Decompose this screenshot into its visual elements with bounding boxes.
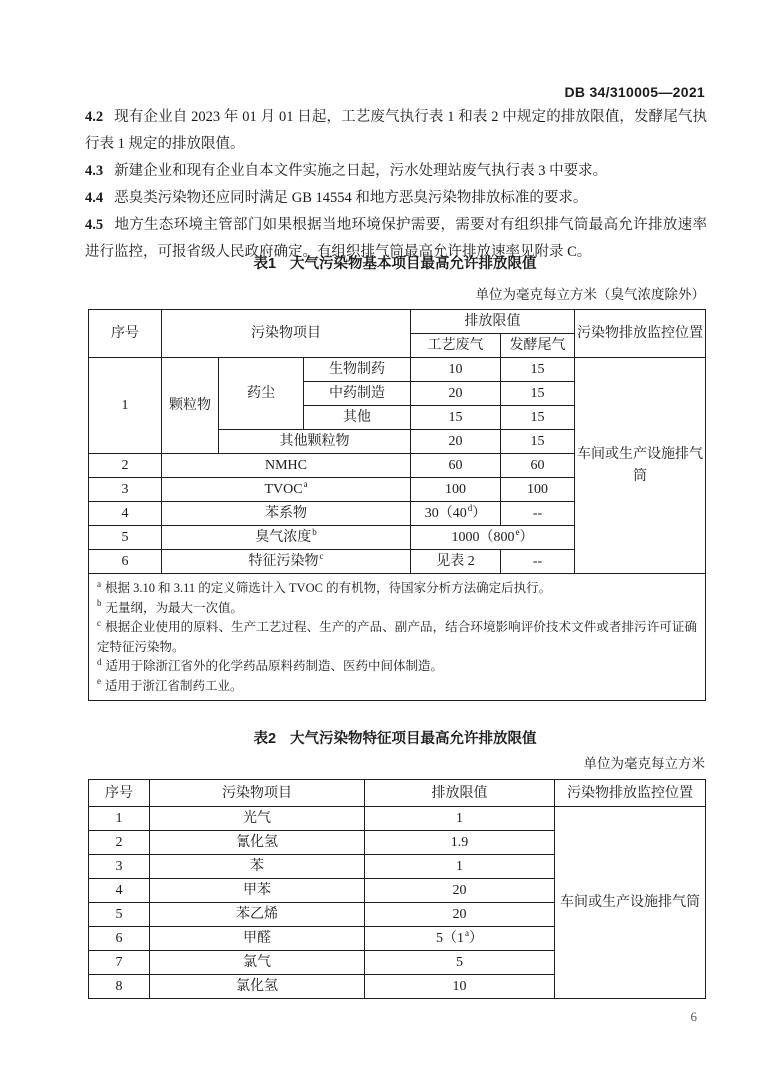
t1-ferment-value: 100 (501, 478, 575, 502)
table1-unit-note: 单位为毫克每立方米（臭气浓度除外） (475, 287, 705, 302)
footnote-marker: a (97, 578, 101, 589)
footnote-d (97, 657, 697, 677)
footnote-marker: c (97, 617, 101, 628)
table2-caption-label: 表2 (253, 731, 277, 747)
t2-monitor-value: 车间或生产设施排气筒 (555, 807, 706, 999)
t1-process-value (411, 502, 501, 526)
t1-item-text: 臭气浓度 (255, 530, 312, 545)
footnote-a (97, 579, 697, 599)
t1-ferment-value: 15 (501, 382, 575, 406)
footnote-ref-e: e (515, 527, 520, 538)
footnote-text: 根据 3.10 和 3.11 的定义筛选计入 TVOC 的有机物，待国家分析方法确定后执行。 (105, 581, 552, 595)
t2-limit-value: 20 (365, 903, 555, 927)
t1-ferment-value: 60 (501, 454, 575, 478)
t2-item: 甲苯 (150, 879, 365, 903)
t1-ferment-value: -- (501, 550, 575, 574)
t1-value-text: 1000（800 (451, 530, 515, 545)
t2-header-pollutant: 污染物项目 (150, 780, 365, 807)
t1-item-text: TVOC (264, 482, 303, 497)
table2-header-row (89, 780, 706, 807)
footnote-marker: b (97, 598, 102, 609)
t1-merged-limit-value (411, 526, 575, 550)
footnote-e (97, 677, 697, 697)
t1-ferment-value: 15 (501, 406, 575, 430)
t1-item: 其他 (304, 406, 411, 430)
footnote-b (97, 599, 697, 619)
t2-header-monitor: 污染物排放监控位置 (555, 780, 706, 807)
t2-item: 苯乙烯 (150, 903, 365, 927)
t1-ferment-value: 15 (501, 430, 575, 454)
footnote-c (97, 618, 697, 657)
footnote-ref-c: c (319, 551, 324, 562)
t1-process-value: 20 (411, 382, 501, 406)
table-row (89, 807, 706, 831)
t2-item: 氰化氢 (150, 831, 365, 855)
clause-number: 4.5 (85, 217, 104, 233)
t2-item: 氯气 (150, 951, 365, 975)
t1-seq-1: 1 (89, 358, 162, 454)
t1-item: 生物制药 (304, 358, 411, 382)
t1-item: NMHC (162, 454, 411, 478)
footnote-ref-a: a (303, 479, 308, 490)
t2-seq: 3 (89, 855, 150, 879)
table1-caption (85, 252, 705, 273)
t1-header-seq: 序号 (89, 310, 162, 358)
t2-limit-value: 5 (365, 951, 555, 975)
t1-item (162, 526, 411, 550)
t2-seq: 6 (89, 927, 150, 951)
t2-limit-value: 1.9 (365, 831, 555, 855)
clause-text: 现有企业自 2023 年 01 月 01 日起，工艺废气执行表 1 和表 2 中规定的排放限值，发酵尾气执行表 1 规定的排放限值。 (85, 109, 707, 152)
t1-header-pollutant: 污染物项目 (162, 310, 411, 358)
page-number: 6 (690, 1009, 697, 1024)
standard-code: DB 34/310005—2021 (564, 84, 705, 100)
clause-number: 4.2 (85, 109, 104, 125)
t1-process-value: 20 (411, 430, 501, 454)
t2-limit-value (365, 927, 555, 951)
t1-process-value: 见表 2 (411, 550, 501, 574)
footnote-text: 适用于浙江省制药工业。 (105, 678, 243, 693)
table2 (88, 779, 706, 999)
t2-seq: 8 (89, 975, 150, 999)
footnote-ref-b: b (312, 527, 317, 538)
t1-item (162, 550, 411, 574)
t2-item: 氯化氢 (150, 975, 365, 999)
t1-seq: 2 (89, 454, 162, 478)
t1-header-process-gas: 工艺废气 (411, 334, 501, 358)
clause-4-3 (85, 158, 707, 185)
t2-header-limit: 排放限值 (365, 780, 555, 807)
clause-4-4 (85, 185, 707, 212)
footnote-ref-d: d (467, 503, 473, 514)
t1-item-other-particulate: 其他颗粒物 (219, 430, 411, 454)
t1-item: 中药制造 (304, 382, 411, 406)
table2-unit-note: 单位为毫克每立方米 (583, 756, 705, 771)
t1-process-value: 10 (411, 358, 501, 382)
clauses-section (85, 104, 707, 266)
t1-item (162, 478, 411, 502)
t2-seq: 4 (89, 879, 150, 903)
t2-seq: 1 (89, 807, 150, 831)
clause-number: 4.3 (85, 163, 104, 179)
t1-item-text: 特征污染物 (248, 554, 319, 569)
footnote-text: 根据企业使用的原料、生产工艺过程、生产的产品、副产品，结合环境影响评价技术文件或者排污许可证确定特征污染物。 (97, 620, 697, 654)
t2-item: 苯 (150, 855, 365, 879)
clause-text: 地方生态环境主管部门如果根据当地环境保护需要，需要对有组织排气筒最高允许排放速率进行监控，可报省级人民政府确定。有组织排气筒最高允许排放速率见附录 C。 (85, 217, 707, 260)
t1-item: 苯系物 (162, 502, 411, 526)
clause-number: 4.4 (85, 190, 104, 206)
t1-process-value: 100 (411, 478, 501, 502)
table2-caption-text: 大气污染物特征项目最高允许排放限值 (290, 731, 537, 747)
t2-limit-value: 20 (365, 879, 555, 903)
t2-seq: 5 (89, 903, 150, 927)
t1-monitor-value: 车间或生产设施排气筒 (575, 358, 706, 574)
t1-seq: 5 (89, 526, 162, 550)
t2-item: 光气 (150, 807, 365, 831)
t1-group-particulate: 颗粒物 (162, 358, 219, 454)
t1-seq: 4 (89, 502, 162, 526)
t2-value-text: ） (469, 931, 483, 946)
t1-seq: 3 (89, 478, 162, 502)
t1-value-text: 30（40 (424, 506, 467, 521)
t2-value-text: 5（1 (436, 931, 464, 946)
clause-text: 恶臭类污染物还应同时满足 GB 14554 和地方恶臭污染物排放标准的要求。 (114, 190, 588, 206)
table1-footnotes-row (89, 574, 706, 701)
t1-header-ferment-gas: 发酵尾气 (501, 334, 575, 358)
t1-process-value: 60 (411, 454, 501, 478)
t2-limit-value: 1 (365, 855, 555, 879)
t2-limit-value: 10 (365, 975, 555, 999)
t1-ferment-value: -- (501, 502, 575, 526)
table1-footnotes (89, 574, 706, 701)
t2-item: 甲醛 (150, 927, 365, 951)
t2-seq: 7 (89, 951, 150, 975)
t1-process-value: 15 (411, 406, 501, 430)
t1-subgroup-dust: 药尘 (219, 358, 304, 430)
t1-value-text: ） (472, 506, 487, 521)
t2-header-seq: 序号 (89, 780, 150, 807)
t2-limit-value: 1 (365, 807, 555, 831)
table2-caption (85, 727, 705, 748)
table1-caption-text: 大气污染物基本项目最高允许排放限值 (290, 256, 537, 272)
t1-ferment-value: 15 (501, 358, 575, 382)
footnote-marker: d (97, 656, 102, 667)
footnote-marker: e (97, 676, 101, 687)
footnote-ref-a: a (465, 928, 469, 939)
clause-text: 新建企业和现有企业自本文件实施之日起，污水处理站废气执行表 3 中要求。 (114, 163, 608, 179)
table-row (89, 358, 706, 382)
footnote-text: 适用于除浙江省外的化学药品原料药制造、医药中间体制造。 (105, 659, 444, 673)
t1-seq: 6 (89, 550, 162, 574)
table1 (88, 309, 706, 701)
table1-caption-label: 表1 (253, 256, 277, 272)
clause-4-2 (85, 104, 707, 158)
t1-header-monitor: 污染物排放监控位置 (575, 310, 706, 358)
t1-header-limit: 排放限值 (411, 310, 575, 334)
table1-header-row-1 (89, 310, 706, 334)
t2-seq: 2 (89, 831, 150, 855)
footnote-text: 无量纲，为最大一次值。 (105, 600, 244, 615)
t1-value-text: ） (519, 530, 534, 545)
